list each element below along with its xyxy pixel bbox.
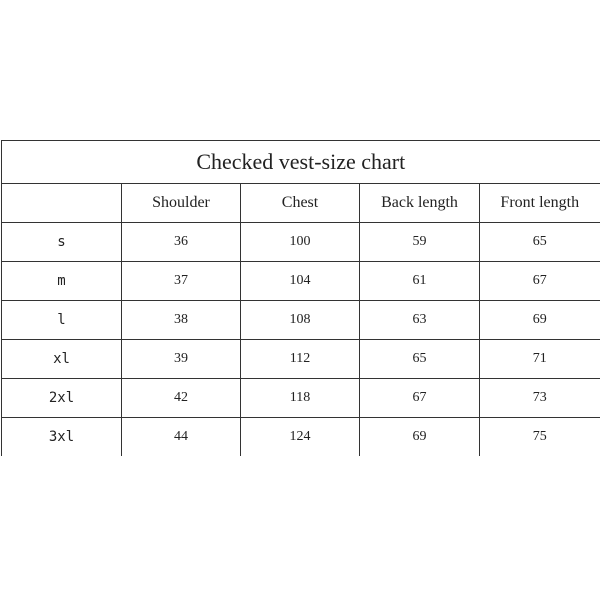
chest-value: 112 [241,340,360,379]
size-label: l [2,301,122,340]
table-row [2,262,600,301]
shoulder-value: 37 [122,262,241,301]
back-length-value: 61 [360,262,480,301]
back-length-value: 59 [360,223,480,262]
shoulder-value: 36 [122,223,241,262]
header-size [2,184,122,223]
front-length-value: 67 [480,262,600,301]
table-row [2,418,600,457]
table-row [2,340,600,379]
back-length-value: 67 [360,379,480,418]
shoulder-value: 38 [122,301,241,340]
table-row [2,301,600,340]
size-label: xl [2,340,122,379]
size-chart-table [1,140,600,456]
back-length-value: 69 [360,418,480,457]
back-length-value: 65 [360,340,480,379]
title-row [2,141,600,184]
chest-value: 108 [241,301,360,340]
chest-value: 104 [241,262,360,301]
size-label: s [2,223,122,262]
table-row [2,223,600,262]
size-label: 2xl [2,379,122,418]
chart-title: Checked vest-size chart [2,141,600,184]
header-back-length: Back length [360,184,480,223]
shoulder-value: 42 [122,379,241,418]
shoulder-value: 39 [122,340,241,379]
back-length-value: 63 [360,301,480,340]
front-length-value: 71 [480,340,600,379]
front-length-value: 69 [480,301,600,340]
shoulder-value: 44 [122,418,241,457]
chest-value: 124 [241,418,360,457]
size-label: 3xl [2,418,122,457]
size-label: m [2,262,122,301]
front-length-value: 65 [480,223,600,262]
header-shoulder: Shoulder [122,184,241,223]
header-chest: Chest [241,184,360,223]
chest-value: 100 [241,223,360,262]
header-row [2,184,600,223]
table-row [2,379,600,418]
front-length-value: 75 [480,418,600,457]
front-length-value: 73 [480,379,600,418]
header-front-length: Front length [480,184,600,223]
chest-value: 118 [241,379,360,418]
